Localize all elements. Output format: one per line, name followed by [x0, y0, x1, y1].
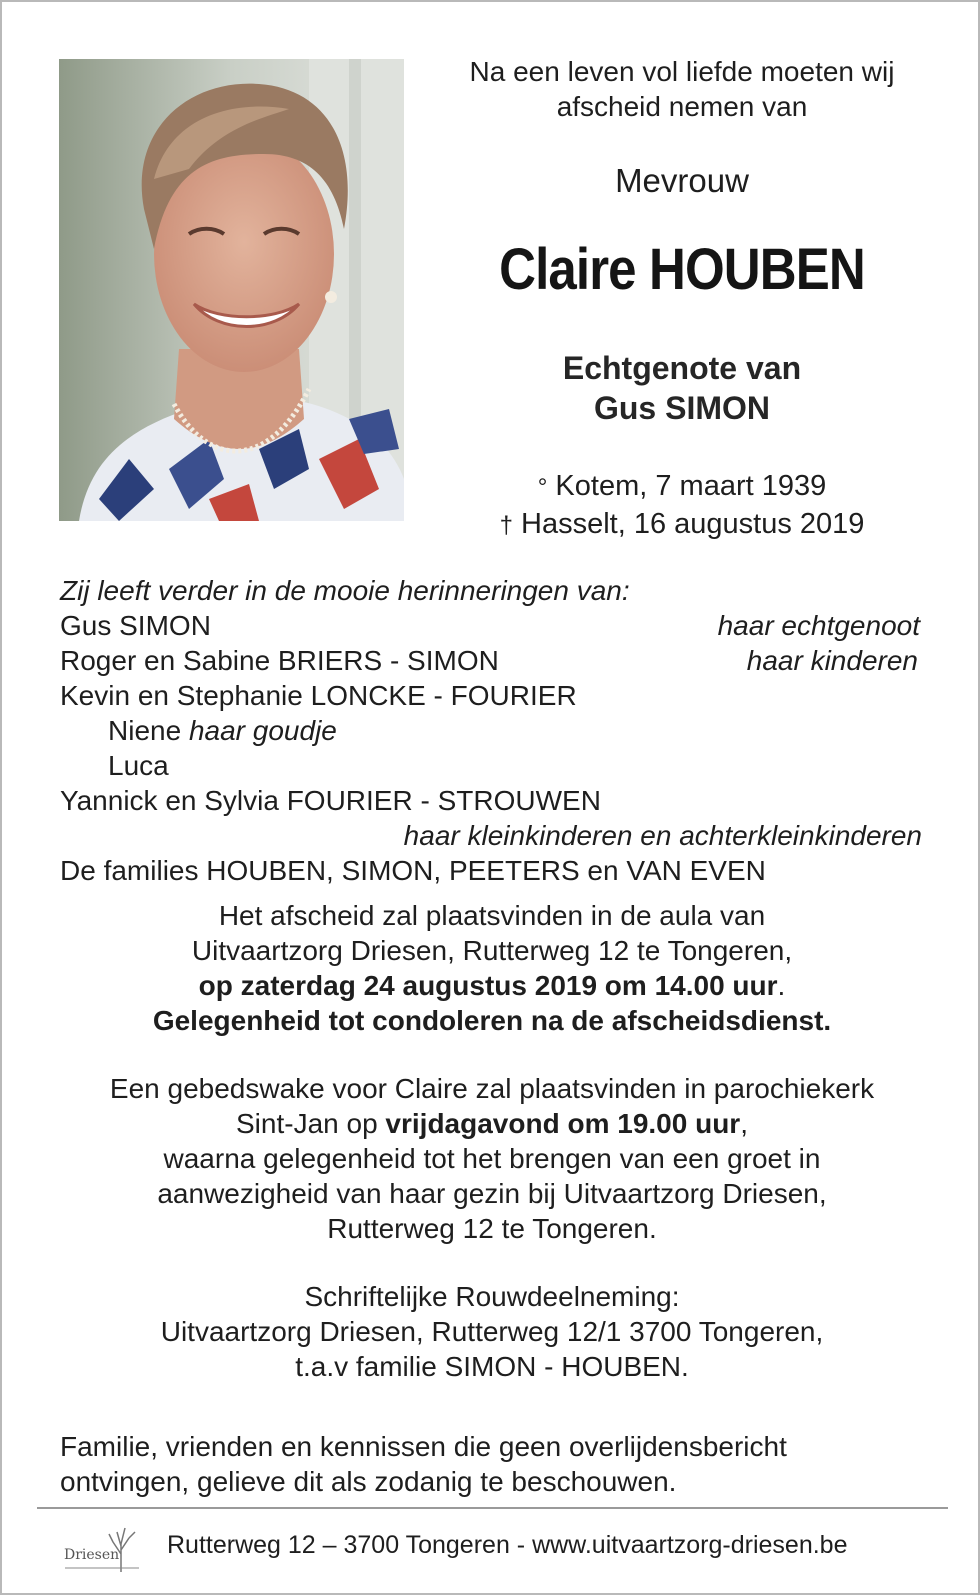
condolence-line: Uitvaartzorg Driesen, Rutterweg 12/1 3700 Tongeren, — [160, 1316, 824, 1347]
family-relation: haar echtgenoot — [717, 610, 920, 641]
cross-icon: † — [499, 512, 513, 539]
condolence-note: Gelegenheid tot condoleren na de afscheidsdienst. — [152, 1005, 832, 1036]
ceremony-line: Uitvaartzorg Driesen, Rutterweg 12 te Tongeren, — [191, 935, 793, 966]
family-row — [60, 818, 920, 853]
vigil-line: Een gebedswake voor Claire zal plaatsvinden in parochiekerk — [109, 1073, 875, 1104]
birth-symbol: ° — [537, 474, 548, 501]
death-date: Hasselt, 16 augustus 2019 — [521, 508, 865, 540]
deceased-name: Claire HOUBEN — [499, 237, 865, 302]
birth-line — [422, 468, 942, 506]
salutation: Mevrouw — [615, 162, 749, 199]
family-note: haar goudje — [188, 715, 337, 746]
vigil-punctuation: , — [740, 1108, 748, 1139]
family-row — [60, 678, 920, 713]
portrait-photo — [59, 59, 404, 521]
spouse-label: Echtgenote van — [562, 350, 802, 386]
family-member: Luca — [108, 750, 169, 781]
family-row — [60, 713, 920, 748]
vigil-line — [42, 1106, 942, 1141]
birth-date: Kotem, 7 maart 1939 — [555, 470, 827, 502]
spouse-name: Gus SIMON — [593, 390, 770, 426]
vigil-info — [42, 1071, 942, 1246]
written-condolence — [42, 1279, 942, 1384]
vigil-line: waarna gelegenheid tot het brengen van een groet in — [163, 1143, 821, 1174]
condolence-line: t.a.v familie SIMON - HOUBEN. — [295, 1351, 689, 1382]
vigil-line: Rutterweg 12 te Tongeren. — [327, 1213, 657, 1244]
family-relation: haar kleinkinderen en achterkleinkinderen — [403, 820, 922, 851]
family-row — [60, 748, 920, 783]
vigil-text: Sint-Jan op — [236, 1108, 386, 1139]
family-row — [60, 608, 920, 643]
driesen-logo — [59, 1514, 149, 1578]
footer — [59, 1514, 939, 1578]
family-list — [60, 573, 920, 888]
announcement-header — [422, 54, 942, 540]
ceremony-info — [42, 898, 942, 1038]
family-member: Kevin en Stephanie LONCKE - FOURIER — [60, 680, 577, 711]
family-row — [60, 853, 920, 888]
family-member: Roger en Sabine BRIERS - SIMON — [60, 645, 499, 676]
ceremony-line — [42, 968, 942, 1003]
closing-note — [60, 1429, 940, 1499]
family-member: Niene — [108, 715, 182, 746]
life-dates — [422, 468, 942, 544]
condolence-line: Schriftelijke Rouwdeelneming: — [304, 1281, 680, 1312]
intro-line: Na een leven vol liefde moeten wij — [469, 56, 895, 87]
closing-line: Familie, vrienden en kennissen die geen overlijdensbericht — [60, 1431, 787, 1462]
footer-divider — [37, 1507, 948, 1509]
ceremony-date: op zaterdag 24 augustus 2019 om 14.00 uur — [198, 970, 778, 1001]
spouse-info — [422, 348, 942, 428]
family-relation: haar kinderen — [746, 645, 918, 676]
tree-icon — [59, 1514, 149, 1578]
death-line — [422, 506, 942, 544]
family-row — [60, 643, 920, 678]
family-member: De families HOUBEN, SIMON, PEETERS en VAN EVEN — [60, 855, 766, 886]
vigil-line: aanwezigheid van haar gezin bij Uitvaartzorg Driesen, — [157, 1178, 827, 1209]
portrait-illustration — [59, 59, 404, 521]
intro-line: afscheid nemen van — [556, 91, 808, 122]
family-heading: Zij leeft verder in de mooie herinneringen van: — [60, 575, 630, 606]
family-member: Yannick en Sylvia FOURIER - STROUWEN — [60, 785, 601, 816]
family-member: Gus SIMON — [60, 610, 211, 641]
ceremony-punctuation: . — [777, 970, 786, 1001]
ceremony-line: Het afscheid zal plaatsvinden in de aula van — [218, 900, 766, 931]
logo-text: Driesen — [64, 1547, 120, 1563]
family-row — [60, 783, 920, 818]
vigil-time: vrijdagavond om 19.00 uur — [385, 1108, 741, 1139]
footer-contact: Rutterweg 12 – 3700 Tongeren - www.uitvaartzorg-driesen.be — [167, 1531, 848, 1559]
closing-line: ontvingen, gelieve dit als zodanig te beschouwen. — [60, 1466, 677, 1497]
